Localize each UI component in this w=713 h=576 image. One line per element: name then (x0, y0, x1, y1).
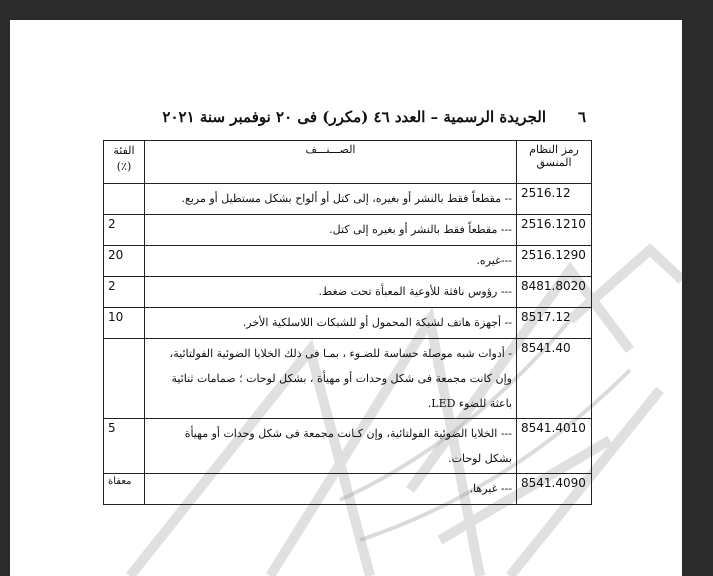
description-cell: ---غيره. (145, 246, 517, 277)
hs-code-cell: 8541.4090 (517, 474, 592, 505)
rate-cell (104, 339, 145, 419)
table-row (104, 184, 592, 215)
hs-code-cell: 2516.12 (517, 184, 592, 215)
hs-code-cell: 8541.4010 (517, 419, 592, 474)
table-row (104, 215, 592, 246)
description-cell: -- مقطعاً فقط بالنشر أو بغيره، إلى كتل أو ألواح بشكل مستطيل أو مربع. (145, 184, 517, 215)
table-row (104, 246, 592, 277)
rate-cell: 2 (104, 277, 145, 308)
description-column-header: الصـــنـــف (145, 141, 517, 184)
description-cell: -- أجهزة هاتف لشبكة المحمول أو للشبكات اللاسلكية الأخر. (145, 308, 517, 339)
hs-code-cell: 8481.8020 (517, 277, 592, 308)
description-cell: --- مقطعاً فقط بالنشر أو بغيره إلى كتل. (145, 215, 517, 246)
rate-cell: معفاة (104, 474, 145, 505)
code-column-header: رمز النظام المنسق (517, 141, 592, 184)
tariff-table (103, 140, 592, 505)
rate-cell: 5 (104, 419, 145, 474)
rate-cell: 20 (104, 246, 145, 277)
rate-cell: 2 (104, 215, 145, 246)
gazette-title: الجريدة الرسمية – العدد ٤٦ (مكرر) فى ٢٠ نوفمبر سنة ٢٠٢١ (162, 108, 546, 126)
page-number: ٦ (577, 108, 586, 126)
table-row (104, 308, 592, 339)
table-row (104, 277, 592, 308)
document-page (10, 20, 682, 576)
description-cell: --- الخلايا الضوئية الفولتائية، وإن كـانت مجمعة فى شكل وحدات أو مهيأة بشكل لوحات. (145, 419, 517, 474)
hs-code-cell: 8517.12 (517, 308, 592, 339)
description-cell: --- غيرها. (145, 474, 517, 505)
hs-code-cell: 2516.1290 (517, 246, 592, 277)
rate-column-header: الفئة (٪) (104, 141, 145, 184)
hs-code-cell: 2516.1210 (517, 215, 592, 246)
rate-cell: 10 (104, 308, 145, 339)
page-header (156, 108, 586, 132)
description-cell: - أدوات شبه موصلة حساسة للضـوء ، بمـا فى ذلك الخلايا الضوئية الفولتائية، وإن كانت مجمعة فى شكل وحدات أو مهيأة ، بشكل لوحات ؛ صمامات ثنائية باعثة للضوء LED. (145, 339, 517, 419)
table-row (104, 339, 592, 419)
table-row (104, 419, 592, 474)
hs-code-cell: 8541.40 (517, 339, 592, 419)
description-cell: --- رؤوس نافثة للأوعية المعبأة تحت ضغط. (145, 277, 517, 308)
rate-cell (104, 184, 145, 215)
table-row (104, 474, 592, 505)
table-header-row (104, 141, 592, 184)
